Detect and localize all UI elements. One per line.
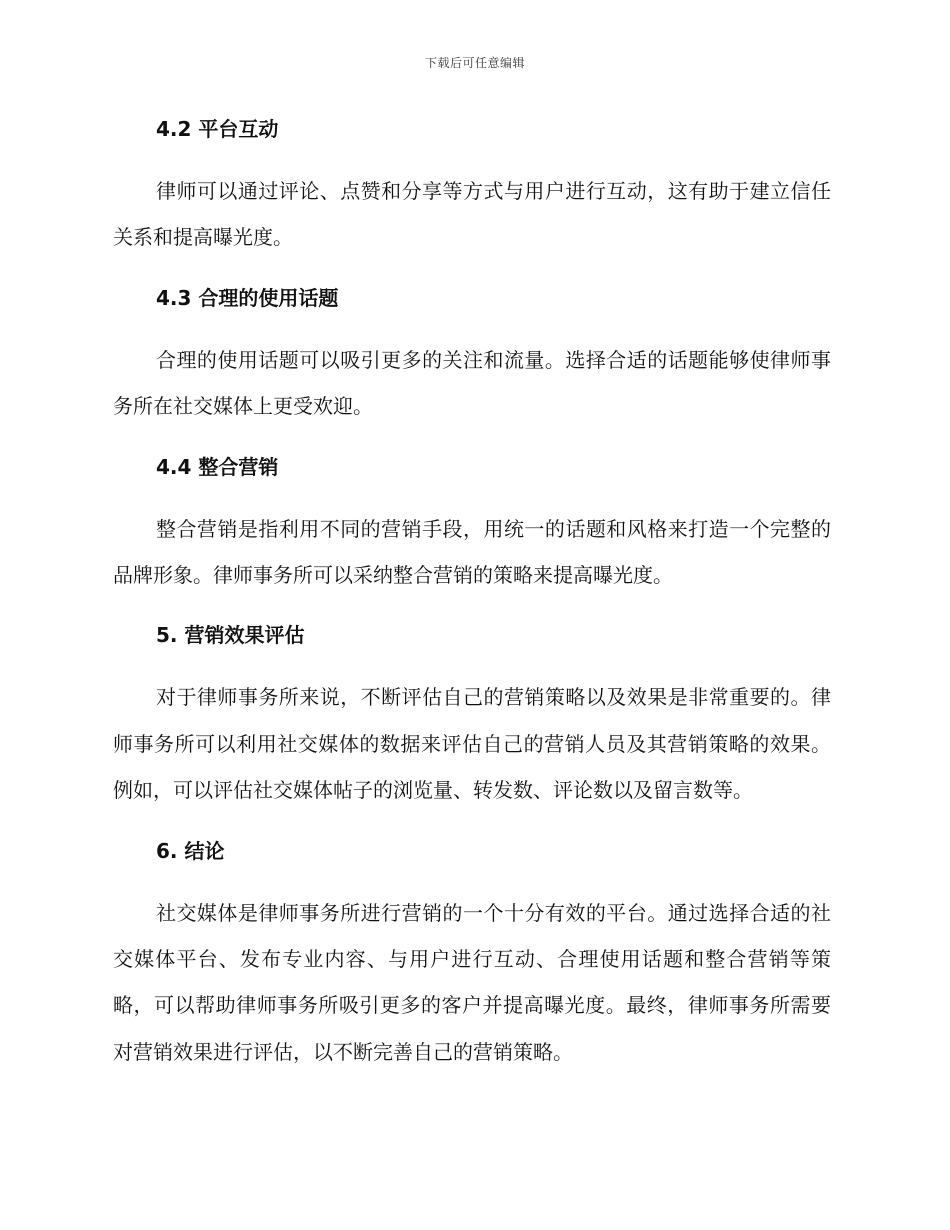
section-paragraph-integrated-marketing: 整合营销是指利用不同的营销手段，用统一的话题和风格来打造一个完整的品牌形象。律师事务所可以采纳整合营销的策略来提高曝光度。 <box>113 516 831 588</box>
section-paragraph-conclusion: 社交媒体是律师事务所进行营销的一个十分有效的平台。通过选择合适的社交媒体平台、发布专业内容、与用户进行互动、合理使用话题和整合营销等策略，可以帮助律师事务所吸引更多的客户并提高曝光度。最终，律师事务所需要对营销效果进行评估，以不断完善自己的营销策略。 <box>113 900 831 1064</box>
section-paragraph-evaluation: 对于律师事务所来说，不断评估自己的营销策略以及效果是非常重要的。律师事务所可以利用社交媒体的数据来评估自己的营销人员及其营销策略的效果。例如，可以评估社交媒体帖子的浏览量、转发数、评论数以及留言数等。 <box>113 685 831 803</box>
document-body <box>113 112 831 1075</box>
section-heading-integrated-marketing: 4.4 整合营销 <box>156 454 279 479</box>
section-heading-topics: 4.3 合理的使用话题 <box>156 285 339 310</box>
section-heading-platform-interaction: 4.2 平台互动 <box>156 117 279 141</box>
section-paragraph-platform-interaction: 律师可以通过评论、点赞和分享等方式与用户进行互动，这有助于建立信任关系和提高曝光度。 <box>113 179 831 250</box>
section-heading-conclusion: 6. 结论 <box>156 838 225 863</box>
page-header-note: 下载后可任意编辑 <box>424 56 525 70</box>
section-heading-evaluation: 5. 营销效果评估 <box>156 623 305 648</box>
section-paragraph-topics: 合理的使用话题可以吸引更多的关注和流量。选择合适的话题能够使律师事务所在社交媒体上更受欢迎。 <box>113 347 831 419</box>
